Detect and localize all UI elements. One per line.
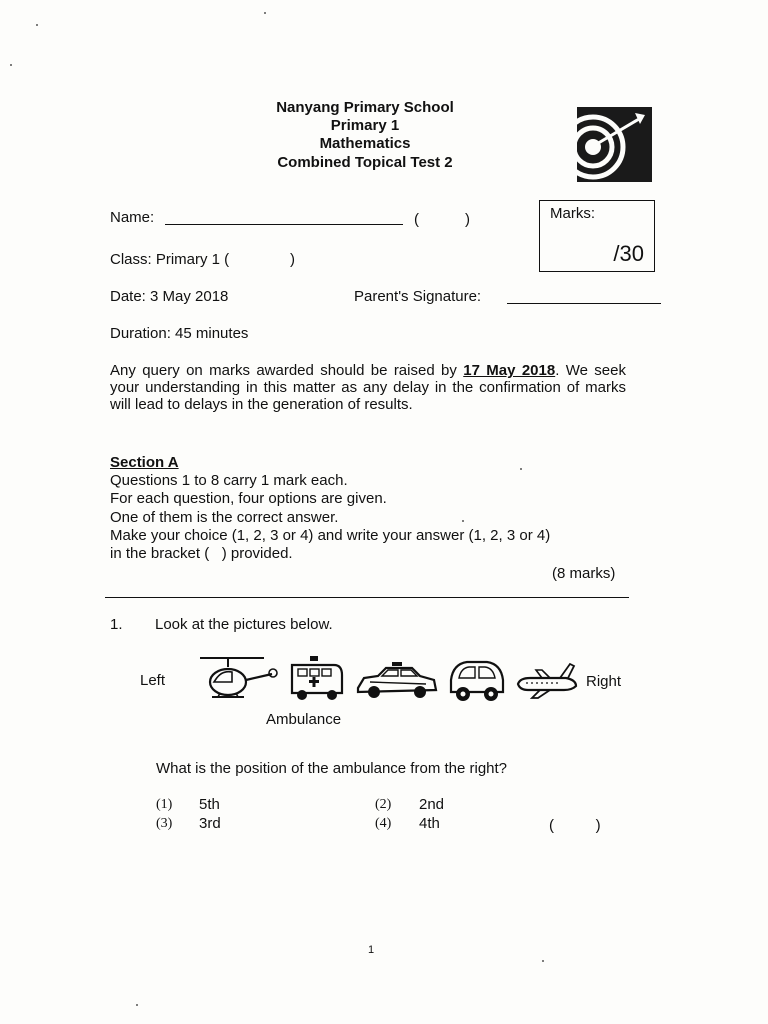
section-marks: (8 marks)	[552, 565, 616, 582]
duration: Duration: 45 minutes	[110, 325, 249, 342]
notice-paragraph	[110, 362, 626, 413]
parent-signature-blank[interactable]	[507, 303, 661, 304]
notice-suffix: .	[555, 362, 560, 379]
section-a-title: Section A	[110, 454, 179, 471]
parent-signature-label: Parent's Signature:	[354, 288, 482, 305]
instruction-line: Make your choice (1, 2, 3 or 4) and write your answer (1, 2, 3 or 4)	[110, 527, 551, 544]
instruction-line: For each question, four options are given.	[110, 490, 387, 507]
class-bracket-close: )	[290, 251, 295, 268]
option-number: (1)	[156, 797, 173, 812]
marks-total: /30	[613, 241, 644, 266]
scan-speck	[462, 520, 464, 522]
index-bracket-close: )	[465, 211, 470, 228]
scan-speck	[264, 12, 266, 14]
scan-speck	[136, 1004, 138, 1006]
left-label: Left	[140, 672, 166, 689]
scan-speck	[10, 64, 12, 66]
question-number: 1.	[110, 616, 123, 633]
subject: Mathematics	[319, 135, 411, 152]
level: Primary 1	[330, 117, 400, 134]
answer-bracket[interactable]: ( )	[549, 817, 601, 834]
question-text: What is the position of the ambulance from the right?	[156, 760, 508, 777]
instruction-line: in the bracket ( ) provided.	[110, 545, 293, 562]
scan-speck	[542, 960, 544, 962]
ambulance-icon	[288, 655, 346, 703]
target-logo-icon	[577, 107, 652, 182]
test-title: Combined Topical Test 2	[277, 154, 453, 171]
airplane-icon	[514, 660, 580, 700]
option-number: (4)	[375, 816, 392, 831]
option-number: (2)	[375, 797, 392, 812]
car-icon	[445, 658, 509, 704]
ambulance-label: Ambulance	[266, 711, 342, 728]
index-bracket-open: (	[414, 211, 419, 228]
option-text: 4th	[419, 815, 440, 832]
option-text: 2nd	[419, 796, 445, 813]
right-label: Right	[586, 673, 622, 690]
helicopter-icon	[198, 652, 280, 702]
scan-speck	[520, 468, 522, 470]
notice-body: We seek your understanding in this matter as any delay in the confirmation of marks will lead to delays in the generation of results.	[110, 362, 626, 413]
notice-prefix: Any query on marks awarded should be raised by	[110, 362, 464, 379]
class-label: Class: Primary 1 (	[110, 251, 230, 268]
marks-label: Marks:	[550, 205, 595, 222]
option-text: 3rd	[199, 815, 221, 832]
instruction-line: One of them is the correct answer.	[110, 509, 339, 526]
option-number: (3)	[156, 816, 173, 831]
scan-speck	[36, 24, 38, 26]
school-name: Nanyang Primary School	[276, 99, 454, 116]
marks-box	[539, 200, 655, 272]
instruction-line: Questions 1 to 8 carry 1 mark each.	[110, 472, 348, 489]
option-text: 5th	[199, 796, 220, 813]
name-blank[interactable]	[165, 224, 403, 225]
question-prompt: Look at the pictures below.	[155, 616, 333, 633]
notice-deadline: 17 May 2018	[463, 362, 556, 379]
date: Date: 3 May 2018	[110, 288, 229, 305]
police-car-icon	[354, 660, 440, 702]
page-number: 1	[368, 944, 375, 956]
name-label: Name:	[110, 209, 155, 226]
divider	[105, 597, 629, 598]
